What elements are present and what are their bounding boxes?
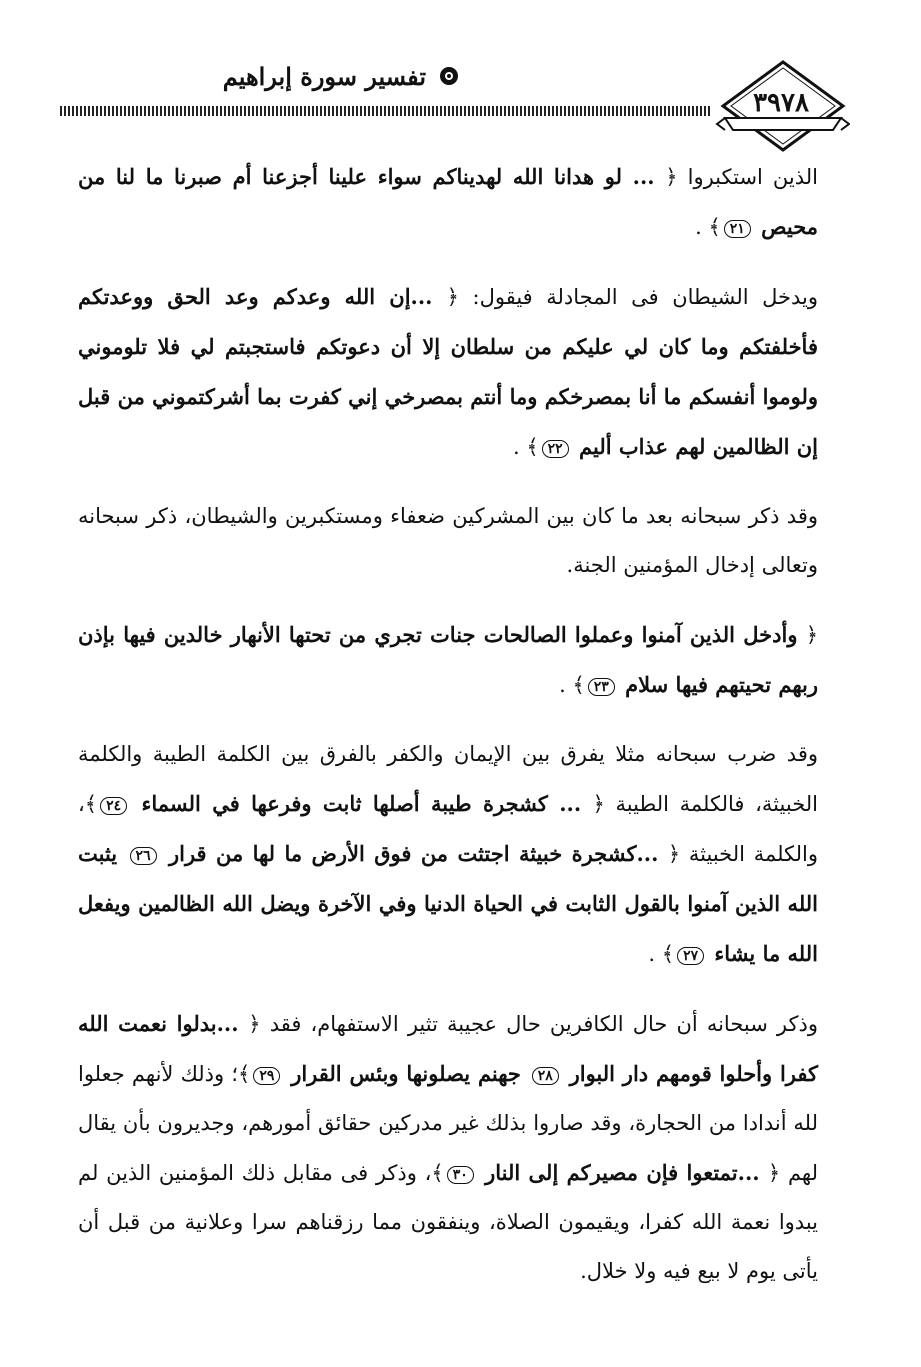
quran-verse-text: وأدخل الذين آمنوا وعملوا الصالحات جنات تجري من تحتها الأنهار خالدين فيها بإذن ربهم تحيتهم فيها سلام (78, 622, 818, 697)
paragraph (78, 152, 818, 252)
quran-bracket: ﴿ (446, 285, 459, 309)
quran-bracket: ﴾ (84, 792, 98, 816)
paragraph (78, 730, 818, 979)
commentary-text: ؛ وذلك لأنهم جعلوا لله أندادا من الحجارة، وقد صاروا بذلك غير مدركين حقائق أمورهم، وجديرون بأن يقال لهم (78, 1062, 818, 1185)
quran-bracket: ﴿ (592, 792, 605, 816)
page-header (60, 40, 850, 150)
quran-bracket: ﴾ (431, 1161, 444, 1185)
quran-bracket: ﴿ (767, 1161, 781, 1185)
ayah-number-marker: ٢٩ (253, 1067, 280, 1085)
ayah-number-marker: ٢١ (724, 220, 751, 238)
commentary-text: . (695, 215, 709, 239)
commentary-text: وقد ضرب سبحانه مثلا يفرق بين الإيمان والكفر بالفرق بين الكلمة الطيبة والكلمة الخبيثة، فالكلمة الطيبة (78, 742, 818, 816)
ornament-icon (438, 65, 460, 87)
commentary-text: وذكر سبحانه أن حال الكافرين حال عجيبة تثير الاستفهام، فقد (260, 1012, 818, 1036)
quran-bracket: ﴾ (238, 1062, 251, 1086)
quran-bracket: ﴾ (572, 673, 585, 697)
quran-bracket: ﴾ (526, 435, 539, 459)
quran-verse-text: ... لو هدانا الله لهديناكم سواء علينا أجزعنا أم صبرنا ما لنا من محيص (78, 164, 818, 239)
quran-verse-text: يثبت الله الذين آمنوا بالقول الثابت في الحياة الدنيا وفي الآخرة ويضل الله الظالمين ويفعل الله ما يشاء (78, 841, 818, 966)
paragraph (78, 272, 818, 472)
quran-bracket: ﴿ (248, 1012, 261, 1036)
commentary-text: ، وذكر فى مقابل ذلك المؤمنين الذين لم يبدوا نعمة الله كفرا، ويقيمون الصلاة، وينفقون مما رزقناهم سرا وعلانية من قبل أن يأتى يوم لا بيع فيه ولا خلال. (78, 1161, 818, 1283)
commentary-text: وقد ذكر سبحانه بعد ما كان بين المشركين ضعفاء ومستكبرين والشيطان، ذكر سبحانه وتعالى إدخال المؤمنين الجنة. (78, 504, 818, 577)
quran-bracket: ﴿ (665, 165, 678, 189)
quran-verse-text: ... كشجرة طيبة أصلها ثابت وفرعها في السماء (130, 791, 593, 816)
commentary-text: . (648, 942, 662, 966)
paragraph (78, 492, 818, 590)
ayah-number-marker: ٢٨ (532, 1067, 559, 1085)
ayah-number-marker: ٢٤ (100, 797, 127, 815)
quran-bracket: ﴾ (661, 942, 675, 966)
quran-verse-text: جهنم يصلونها وبئس القرار (283, 1061, 529, 1086)
header-dotted-rule (60, 106, 710, 116)
commentary-text: . (559, 673, 573, 697)
ayah-number-marker: ٢٦ (130, 847, 157, 865)
ayah-number-marker: ٣٠ (447, 1166, 474, 1184)
commentary-text: الذين استكبروا (677, 165, 818, 189)
commentary-text: ويدخل الشيطان فى المجادلة فيقول: (458, 285, 819, 309)
ayah-number-marker: ٢٢ (542, 440, 569, 458)
paragraph (78, 999, 818, 1296)
ayah-number-marker: ٢٣ (588, 678, 615, 696)
ayah-number-marker: ٢٧ (677, 947, 704, 965)
header-title: تفسير سورة إبراهيم (222, 61, 426, 91)
commentary-text: . (512, 435, 527, 459)
quran-bracket: ﴾ (708, 215, 721, 239)
paragraph (78, 610, 818, 710)
page-body (78, 152, 818, 1316)
quran-bracket: ﴿ (805, 623, 818, 647)
quran-verse-text: ...تمتعوا فإن مصيركم إلى النار (476, 1160, 768, 1185)
header-title-group (140, 56, 460, 96)
quran-verse-text: ...كشجرة خبيثة اجتثت من فوق الأرض ما لها من قرار (159, 841, 668, 866)
quran-verse-text: ...بدلوا نعمت الله كفرا وأحلوا قومهم دار البوار (78, 1011, 819, 1086)
quran-bracket: ﴿ (667, 842, 681, 866)
commentary-text: ، والكلمة الخبيثة (78, 792, 819, 866)
page-number: ٣٩٧٨ (753, 88, 809, 118)
quran-verse-text: ...إن الله وعدكم وعد الحق ووعدتكم فأخلفتكم وما كان لي عليكم من سلطان إلا أن دعوتكم فاستجبتم لي فلا تلوموني ولوموا أنفسكم ما أنا بمصرخكم وما أنتم بمصرخي إني كفرت بما أشركتموني من قبل إن الظالمين لهم عذاب أليم (78, 284, 818, 459)
